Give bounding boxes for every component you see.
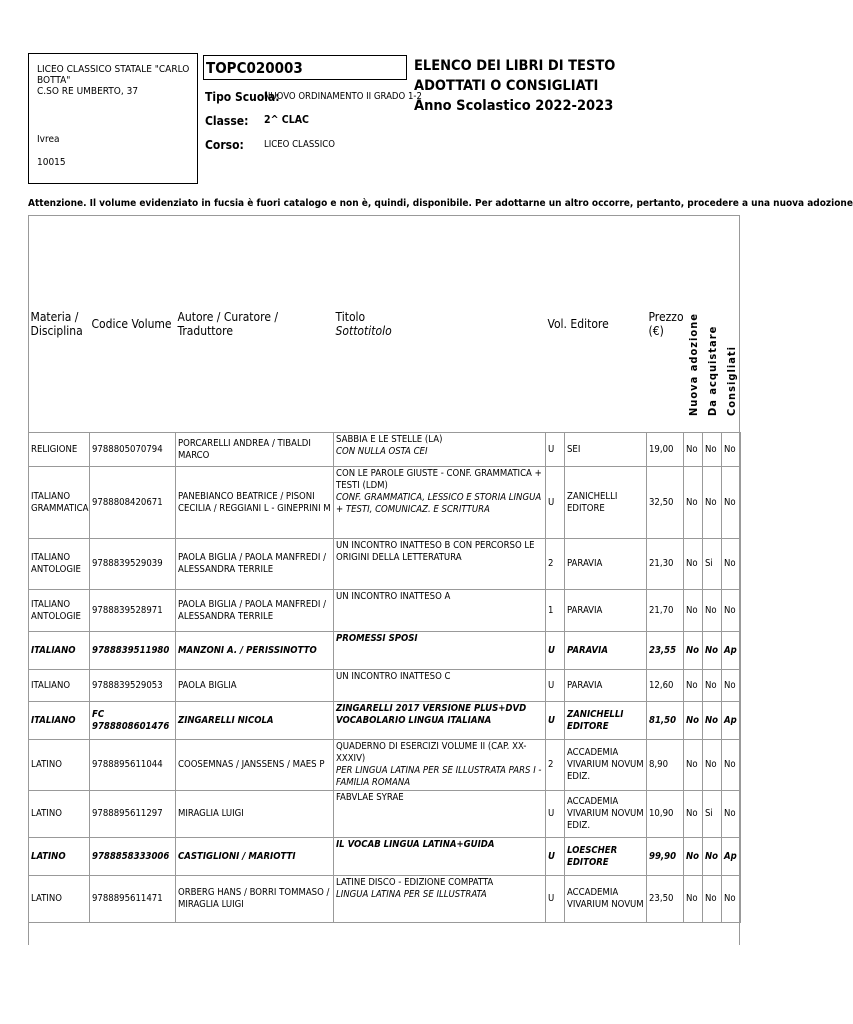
table-row: [29, 838, 741, 876]
cell-consigliati: No: [722, 539, 741, 590]
cell-titolo: [334, 539, 546, 590]
cell-vol: U: [546, 876, 565, 923]
cell-codice: 9788895611297: [90, 791, 176, 838]
cell-consigliati: No: [722, 433, 741, 467]
header-vol-editore: [546, 215, 647, 433]
classe-label: Classe:: [205, 114, 249, 128]
cell-materia: RELIGIONE: [29, 433, 90, 467]
cell-autore: COOSEMNAS / JANSSENS / MAES P: [176, 740, 334, 791]
cell-codice: 9788895611044: [90, 740, 176, 791]
cell-codice: 9788805070794: [90, 433, 176, 467]
cell-prezzo: 23,50: [647, 876, 684, 923]
cell-da-acquistare: No: [703, 590, 722, 632]
cell-editore: PARAVIA: [565, 539, 647, 590]
header-nuova-adozione: [684, 215, 703, 433]
cell-da-acquistare: No: [703, 838, 722, 876]
cell-materia: LATINO: [29, 791, 90, 838]
corso-value: LICEO CLASSICO: [264, 139, 335, 150]
cell-consigliati: No: [722, 791, 741, 838]
cell-prezzo: 19,00: [647, 433, 684, 467]
header-autore: Autore / Curatore / Traduttore: [177, 309, 279, 338]
cell-editore: ZANICHELLI EDITORE: [565, 702, 647, 740]
school-address: C.SO RE UMBERTO, 37: [37, 86, 139, 97]
cell-editore: PARAVIA: [565, 632, 647, 670]
cell-materia: ITALIANO: [29, 632, 90, 670]
cell-nuova-adozione: No: [684, 632, 703, 670]
cell-autore: PORCARELLI ANDREA / TIBALDI MARCO: [176, 433, 334, 467]
cell-nuova-adozione: No: [684, 670, 703, 702]
cell-prezzo: 21,70: [647, 590, 684, 632]
book-subtitle: LINGUA LATINA PER SE ILLUSTRATA: [336, 889, 487, 900]
cell-consigliati: No: [722, 740, 741, 791]
cell-da-acquistare: No: [703, 740, 722, 791]
cell-codice: 9788839511980: [90, 632, 176, 670]
corso-label: Corso:: [205, 138, 244, 152]
cell-prezzo: 12,60: [647, 670, 684, 702]
cell-vol: U: [546, 702, 565, 740]
cell-vol: U: [546, 791, 565, 838]
table-row: [29, 632, 741, 670]
cell-vol: U: [546, 433, 565, 467]
school-city: Ivrea: [37, 134, 60, 145]
cell-codice: FC 9788808601476: [90, 702, 176, 740]
header-da-acquistare: [703, 215, 722, 433]
school-code-box: [203, 55, 407, 80]
cell-autore: PANEBIANCO BEATRICE / PISONI CECILIA / REGGIANI L - GINEPRINI M: [176, 467, 334, 539]
cell-autore: CASTIGLIONI / MARIOTTI: [176, 838, 334, 876]
header-codice: Codice Volume: [91, 316, 172, 331]
cell-consigliati: No: [722, 876, 741, 923]
cell-titolo: [334, 838, 546, 876]
school-name: LICEO CLASSICO STATALE "CARLO BOTTA": [37, 64, 190, 86]
cell-materia: ITALIANO ANTOLOGIE: [29, 539, 90, 590]
title-line-3: Anno Scolastico 2022-2023: [414, 98, 614, 114]
cell-da-acquistare: No: [703, 670, 722, 702]
cell-titolo: [334, 740, 546, 791]
cell-vol: U: [546, 838, 565, 876]
cell-da-acquistare: No: [703, 876, 722, 923]
cell-codice: 9788839529039: [90, 539, 176, 590]
title-line-1: ELENCO DEI LIBRI DI TESTO: [414, 58, 616, 74]
header-acquistare-text: Da acquistare: [705, 325, 719, 416]
cell-nuova-adozione: No: [684, 838, 703, 876]
tipo-label: Tipo Scuola:: [205, 90, 280, 104]
header-sottotitolo: Sottotitolo: [335, 323, 392, 338]
header-prezzo: Prezzo (€): [648, 309, 684, 338]
cell-materia: ITALIANO: [29, 702, 90, 740]
book-title: ZINGARELLI 2017 VERSIONE PLUS+DVD VOCABOLARIO LINGUA ITALIANA: [336, 703, 527, 726]
cell-vol: 2: [546, 539, 565, 590]
table-row: [29, 670, 741, 702]
fuori-catalogo-notice: Attenzione. Il volume evidenziato in fucsia è fuori catalogo e non è, quindi, disponibile. Per adottarne un altro occorre, pertanto, procedere a una nuova adozione: [28, 198, 853, 209]
book-subtitle: CONF. GRAMMATICA, LESSICO E STORIA LINGUA + TESTI, COMUNICAZ. E SCRITTURA: [336, 492, 542, 515]
cell-autore: PAOLA BIGLIA / PAOLA MANFREDI / ALESSANDRA TERRILE: [176, 590, 334, 632]
cell-titolo: [334, 670, 546, 702]
cell-editore: SEI: [565, 433, 647, 467]
tipo-value: NUOVO ORDINAMENTO II GRADO 1-2: [264, 91, 422, 102]
header-materia: Materia / Disciplina: [30, 309, 83, 338]
book-title: UN INCONTRO INATTESO B CON PERCORSO LE ORIGINI DELLA LETTERATURA: [336, 540, 535, 563]
cell-prezzo: 23,55: [647, 632, 684, 670]
cell-nuova-adozione: No: [684, 539, 703, 590]
book-title: PROMESSI SPOSI: [336, 633, 418, 644]
cell-prezzo: 21,30: [647, 539, 684, 590]
cell-consigliati: Ap: [722, 632, 741, 670]
cell-codice: 9788808420671: [90, 467, 176, 539]
cell-da-acquistare: No: [703, 632, 722, 670]
document-title: [414, 56, 615, 116]
cell-codice: 9788839529053: [90, 670, 176, 702]
cell-nuova-adozione: No: [684, 740, 703, 791]
cell-consigliati: No: [722, 670, 741, 702]
cell-prezzo: 32,50: [647, 467, 684, 539]
cell-materia: ITALIANO: [29, 670, 90, 702]
classe-value: 2^ CLAC: [264, 114, 309, 126]
cell-autore: MIRAGLIA LUIGI: [176, 791, 334, 838]
books-table: [28, 215, 741, 923]
cell-materia: ITALIANO GRAMMATICA: [29, 467, 90, 539]
book-title: QUADERNO DI ESERCIZI VOLUME II (CAP. XX-XXXIV): [336, 741, 527, 764]
school-code: TOPC020003: [206, 59, 303, 77]
cell-materia: LATINO: [29, 740, 90, 791]
cell-nuova-adozione: No: [684, 433, 703, 467]
header-titolo: [334, 215, 546, 433]
cell-nuova-adozione: No: [684, 702, 703, 740]
book-subtitle: PER LINGUA LATINA PER SE ILLUSTRATA PARS I - FAMILIA ROMANA: [336, 765, 542, 788]
book-subtitle: CON NULLA OSTA CEI: [336, 446, 428, 457]
cell-vol: 1: [546, 590, 565, 632]
table-row: [29, 539, 741, 590]
table-row: [29, 590, 741, 632]
cell-prezzo: 81,50: [647, 702, 684, 740]
cell-prezzo: 99,90: [647, 838, 684, 876]
cell-editore: ACCADEMIA VIVARIUM NOVUM EDIZ.: [565, 740, 647, 791]
cell-editore: ZANICHELLI EDITORE: [565, 467, 647, 539]
cell-titolo: [334, 433, 546, 467]
table-row: [29, 433, 741, 467]
cell-da-acquistare: No: [703, 702, 722, 740]
table-row: [29, 876, 741, 923]
table-row: [29, 791, 741, 838]
cell-editore: PARAVIA: [565, 590, 647, 632]
book-title: IL VOCAB LINGUA LATINA+GUIDA: [336, 839, 495, 850]
book-title: CON LE PAROLE GIUSTE - CONF. GRAMMATICA + TESTI (LDM): [336, 468, 542, 491]
cell-vol: 2: [546, 740, 565, 791]
cell-materia: ITALIANO ANTOLOGIE: [29, 590, 90, 632]
cell-codice: 9788895611471: [90, 876, 176, 923]
header-editore: Editore: [570, 316, 609, 331]
school-cap: 10015: [37, 157, 66, 168]
cell-autore: PAOLA BIGLIA: [176, 670, 334, 702]
cell-vol: U: [546, 670, 565, 702]
cell-titolo: [334, 876, 546, 923]
book-title: UN INCONTRO INATTESO A: [336, 591, 451, 602]
cell-da-acquistare: No: [703, 433, 722, 467]
cell-editore: LOESCHER EDITORE: [565, 838, 647, 876]
cell-editore: PARAVIA: [565, 670, 647, 702]
cell-titolo: [334, 467, 546, 539]
cell-codice: 9788858333006: [90, 838, 176, 876]
cell-titolo: [334, 791, 546, 838]
cell-nuova-adozione: No: [684, 467, 703, 539]
cell-nuova-adozione: No: [684, 876, 703, 923]
cell-titolo: [334, 590, 546, 632]
header-consigliati-text: Consigliati: [724, 345, 738, 416]
cell-prezzo: 8,90: [647, 740, 684, 791]
cell-autore: ZINGARELLI NICOLA: [176, 702, 334, 740]
cell-materia: LATINO: [29, 838, 90, 876]
cell-consigliati: No: [722, 590, 741, 632]
cell-autore: ORBERG HANS / BORRI TOMMASO / MIRAGLIA LUIGI: [176, 876, 334, 923]
book-title: FABVLAE SYRAE: [336, 792, 404, 803]
cell-editore: ACCADEMIA VIVARIUM NOVUM EDIZ.: [565, 791, 647, 838]
cell-consigliati: Ap: [722, 702, 741, 740]
cell-vol: U: [546, 632, 565, 670]
cell-codice: 9788839528971: [90, 590, 176, 632]
header-row: [29, 215, 741, 433]
cell-vol: U: [546, 467, 565, 539]
school-info-box: [28, 53, 198, 184]
cell-nuova-adozione: No: [684, 590, 703, 632]
cell-autore: PAOLA BIGLIA / PAOLA MANFREDI / ALESSANDRA TERRILE: [176, 539, 334, 590]
cell-consigliati: Ap: [722, 838, 741, 876]
book-title: SABBIA E LE STELLE (LA): [336, 434, 443, 445]
header-nuova-text: Nuova adozione: [686, 313, 700, 416]
cell-autore: MANZONI A. / PERISSINOTTO: [176, 632, 334, 670]
cell-editore: ACCADEMIA VIVARIUM NOVUM: [565, 876, 647, 923]
table-row: [29, 467, 741, 539]
cell-consigliati: No: [722, 467, 741, 539]
header-titolo-text: Titolo: [335, 309, 366, 324]
cell-nuova-adozione: No: [684, 791, 703, 838]
cell-materia: LATINO: [29, 876, 90, 923]
table-row: [29, 702, 741, 740]
cell-da-acquistare: No: [703, 467, 722, 539]
cell-prezzo: 10,90: [647, 791, 684, 838]
cell-titolo: [334, 702, 546, 740]
cell-da-acquistare: Si: [703, 539, 722, 590]
book-title: UN INCONTRO INATTESO C: [336, 671, 451, 682]
book-title: LATINE DISCO - EDIZIONE COMPATTA: [336, 877, 494, 888]
header-consigliati: [722, 215, 741, 433]
cell-titolo: [334, 632, 546, 670]
cell-da-acquistare: Si: [703, 791, 722, 838]
header-vol: Vol.: [547, 316, 567, 331]
table-row: [29, 740, 741, 791]
title-line-2: ADOTTATI O CONSIGLIATI: [414, 78, 599, 94]
